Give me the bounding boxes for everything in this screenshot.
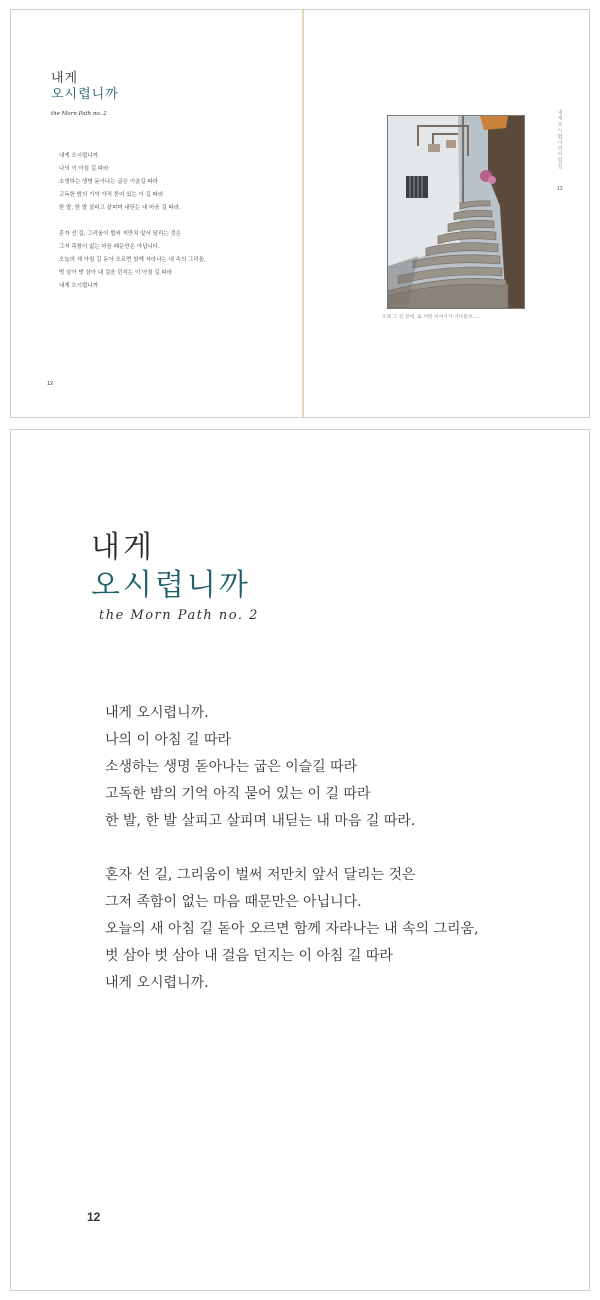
poem-line: 오늘의 새 아침 길 돋아 오르면 함께 자라나는 내 속의 그리움, — [59, 257, 206, 263]
spread-title-line2: 오시렵니까 — [51, 87, 119, 102]
poem-line: 한 발, 한 발 살피고 살피며 내딛는 내 마음 길 따라. — [105, 813, 416, 829]
detail-page-number: 12 — [87, 1210, 101, 1224]
stairway-photo — [387, 115, 525, 309]
poem-line: 벗 삼아 벗 삼아 내 걸음 던지는 이 아침 길 따라 — [105, 948, 393, 964]
poem-line: 나의 이 아침 길 따라 — [105, 732, 231, 748]
poem-line: 내게 오시렵니까. — [105, 975, 209, 991]
spread-poem — [59, 150, 206, 293]
left-page — [11, 10, 303, 417]
left-page-number: 12 — [47, 381, 54, 387]
poem-line: 고독한 밤의 기억 아직 묻어 있는 이 길 따라 — [59, 192, 164, 198]
poem-line: 벗 삼아 벗 삼아 내 걸음 던지는 이 아침 길 따라 — [59, 270, 173, 276]
detail-title-line1: 내게 — [91, 530, 155, 565]
poem-line: 고독한 밤의 기억 아직 묻어 있는 이 길 따라 — [105, 786, 371, 802]
right-page-number: 13 — [557, 186, 563, 192]
poem-line: 혼자 선 길, 그리움이 벌써 저만치 앞서 달리는 것은 — [59, 231, 181, 237]
poem-line: 그저 족함이 없는 마음 때문만은 아닙니다. — [105, 894, 362, 910]
detail-poem — [105, 700, 479, 997]
stairway-photo-illustration — [388, 116, 524, 308]
detail-subtitle: the Morn Path no. 2 — [99, 608, 259, 623]
right-page — [304, 10, 590, 417]
photo-caption: 오래 그 길 끝에, 또 어떤 이야기가 기다릴까...... — [382, 315, 483, 320]
vertical-running-head: 내게 오시렵니까 아침길 — [557, 110, 563, 170]
poem-line: 소생하는 생명 돋아나는 굽은 이슬길 따라 — [59, 179, 159, 185]
stanza-gap — [59, 215, 206, 228]
spread-subtitle: the Morn Path no. 2 — [51, 111, 107, 117]
poem-line: 한 발, 한 발 살피고 살피며 내딛는 내 마음 길 따라. — [59, 205, 181, 211]
poem-line: 내게 오시렵니까. — [105, 705, 209, 721]
page-detail-panel — [10, 429, 590, 1291]
poem-line: 내게 오시렵니까. — [59, 283, 100, 289]
poem-line: 그저 족함이 없는 마음 때문만은 아닙니다. — [59, 244, 160, 250]
poem-line: 나의 이 아침 길 따라 — [59, 166, 109, 172]
poem-line: 소생하는 생명 돋아나는 굽은 이슬길 따라 — [105, 759, 358, 775]
poem-line: 내게 오시렵니까. — [59, 153, 100, 159]
book-spread-panel — [10, 9, 590, 418]
detail-title-line2: 오시렵니까 — [91, 568, 251, 603]
poem-line: 혼자 선 길, 그리움이 벌써 저만치 앞서 달리는 것은 — [105, 867, 416, 883]
poem-line: 오늘의 새 아침 길 돋아 오르면 함께 자라나는 내 속의 그리움, — [105, 921, 479, 937]
spread-title-line1: 내게 — [51, 71, 79, 86]
stanza-gap — [105, 835, 479, 862]
